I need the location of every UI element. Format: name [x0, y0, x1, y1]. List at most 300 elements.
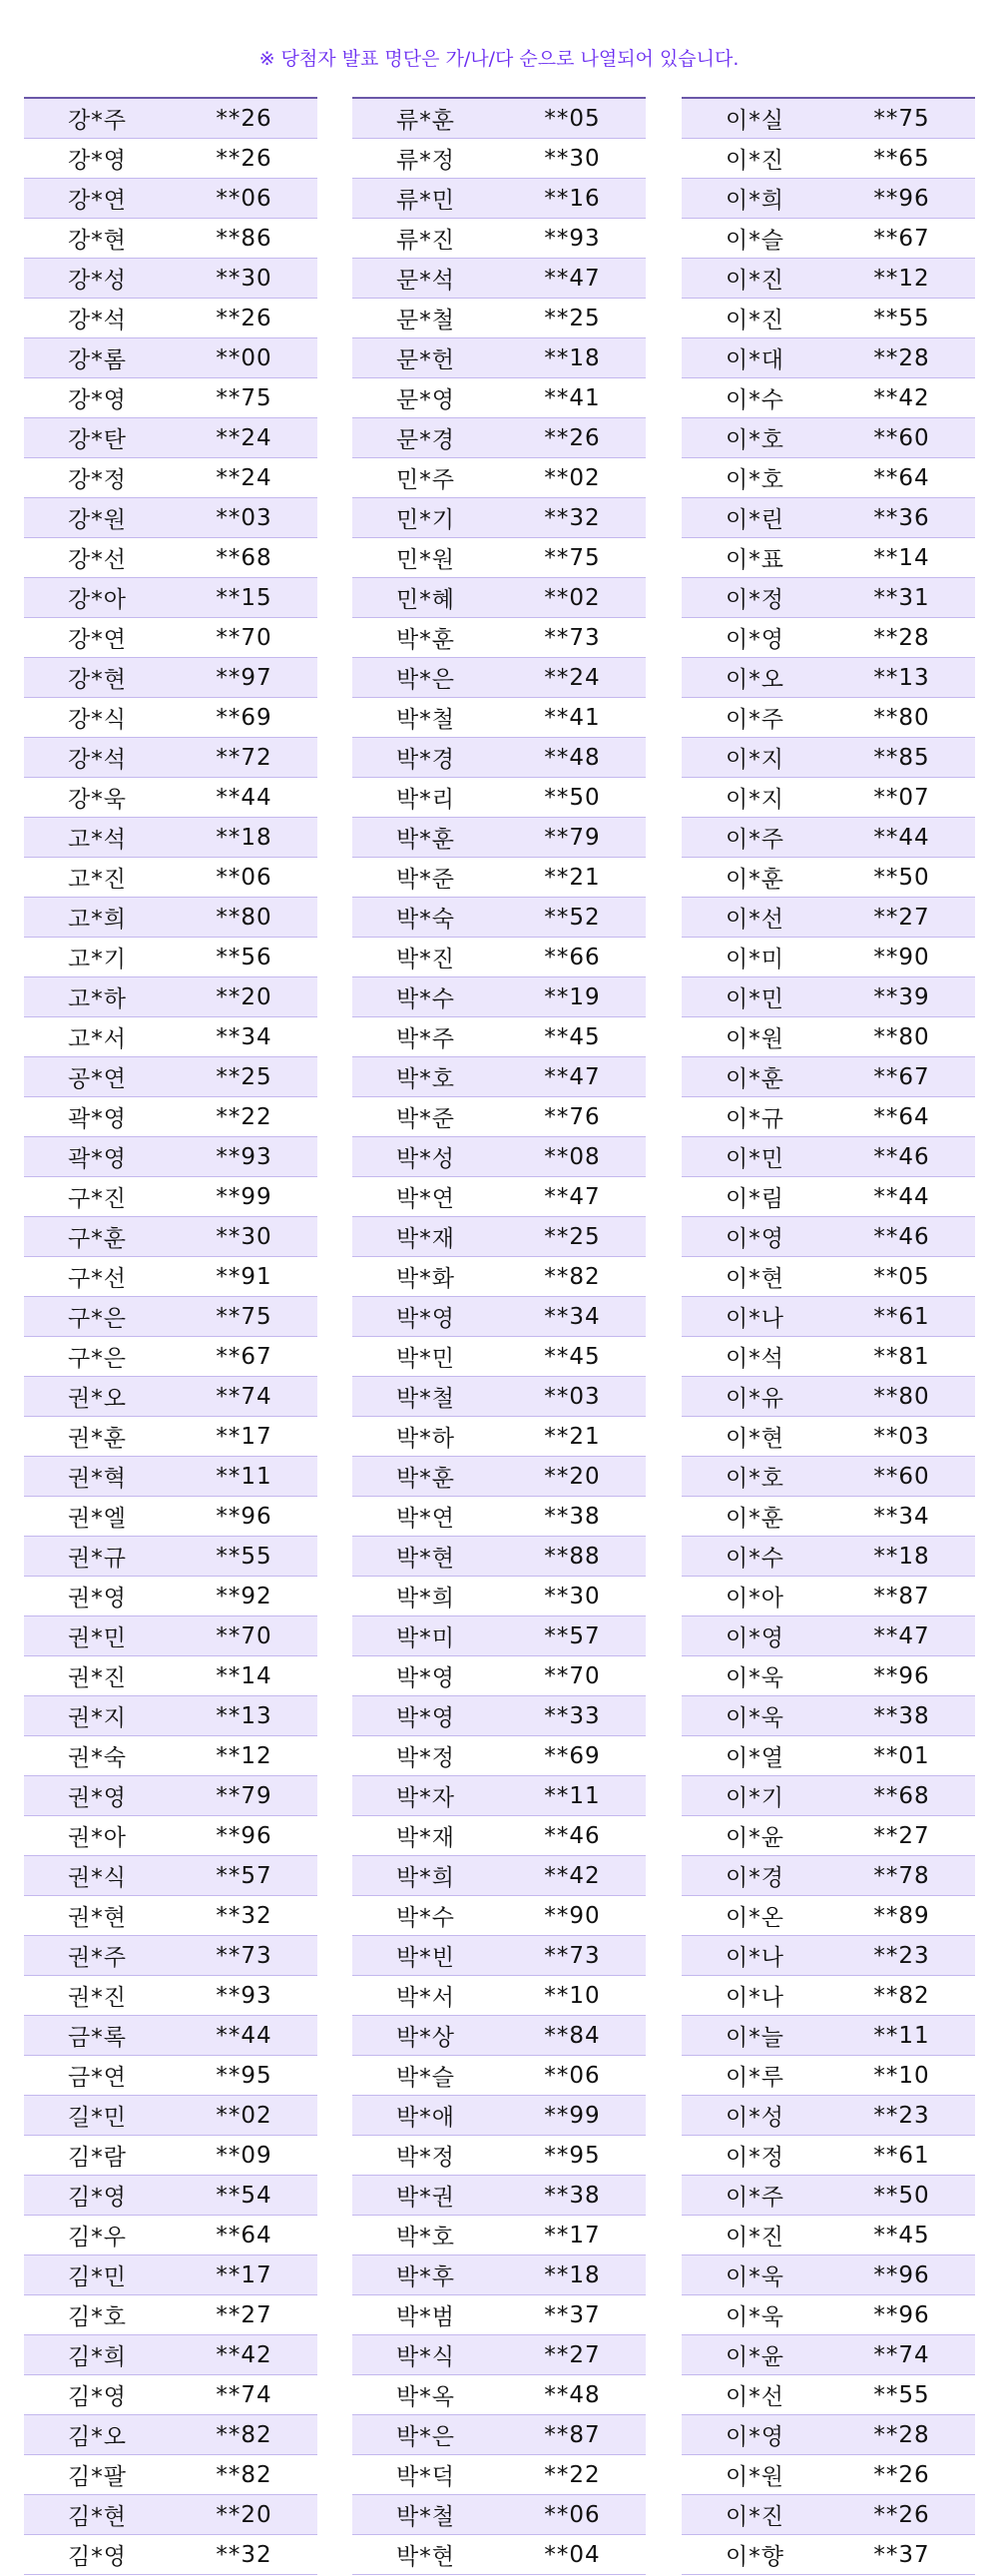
winner-name: 구*은 [68, 1306, 127, 1332]
winner-row [352, 618, 646, 658]
winner-phone-suffix: **33 [544, 1702, 601, 1729]
winner-row [352, 338, 646, 378]
winner-name: 김*민 [68, 2264, 127, 2290]
winner-name: 박*권 [396, 2185, 455, 2211]
winner-phone-suffix: **64 [216, 2222, 272, 2249]
winner-phone-suffix: **39 [873, 983, 930, 1010]
winner-phone-suffix: **80 [216, 904, 272, 931]
winner-name: 이*호 [726, 467, 784, 493]
winner-phone-suffix: **11 [544, 1782, 601, 1809]
winner-row [352, 2136, 646, 2176]
winner-row [24, 778, 317, 818]
winner-phone-suffix: **00 [216, 344, 272, 371]
winner-name: 고*서 [68, 1026, 127, 1052]
winner-row [24, 2096, 317, 2136]
winner-name: 권*숙 [68, 1745, 127, 1771]
winner-phone-suffix: **64 [873, 1103, 930, 1130]
winner-row [352, 977, 646, 1017]
winner-phone-suffix: **13 [873, 664, 930, 691]
winner-phone-suffix: **54 [216, 2182, 272, 2209]
winner-name: 이*루 [726, 2065, 784, 2091]
winner-phone-suffix: **75 [216, 384, 272, 411]
winner-row [352, 1217, 646, 1257]
winner-name: 이*훈 [726, 1066, 784, 1092]
winner-row [352, 458, 646, 498]
winner-phone-suffix: **06 [544, 2501, 601, 2528]
winner-phone-suffix: **16 [544, 185, 601, 212]
winner-phone-suffix: **74 [216, 1383, 272, 1410]
winner-name: 이*나 [726, 1945, 784, 1971]
winner-phone-suffix: **42 [544, 1862, 601, 1889]
winner-row [682, 1177, 975, 1217]
winner-row [682, 1017, 975, 1057]
winner-name: 박*슬 [396, 2065, 455, 2091]
winner-phone-suffix: **95 [544, 2142, 601, 2169]
winner-name: 류*민 [396, 188, 455, 214]
winner-name: 김*호 [68, 2304, 127, 2330]
winner-name: 이*수 [726, 387, 784, 413]
winner-phone-suffix: **55 [873, 2381, 930, 2408]
winner-name: 권*엘 [68, 1506, 127, 1532]
winner-row [24, 2016, 317, 2056]
winner-phone-suffix: **25 [216, 1063, 272, 1090]
winner-name: 이*진 [726, 2225, 784, 2251]
winner-name: 이*훈 [726, 867, 784, 893]
winner-name: 문*헌 [396, 347, 455, 373]
winner-phone-suffix: **30 [544, 1583, 601, 1610]
winner-phone-suffix: **57 [544, 1622, 601, 1649]
winner-phone-suffix: **69 [216, 704, 272, 731]
winner-phone-suffix: **47 [544, 1063, 601, 1090]
winner-row [352, 219, 646, 259]
winner-name: 고*하 [68, 986, 127, 1012]
winner-name: 민*원 [396, 547, 455, 573]
winner-name: 권*민 [68, 1625, 127, 1651]
winner-row [24, 898, 317, 938]
winner-phone-suffix: **13 [216, 1702, 272, 1729]
winner-name: 이*지 [726, 747, 784, 773]
winner-name: 박*은 [396, 2424, 455, 2450]
winner-name: 민*주 [396, 467, 455, 493]
winner-name: 김*람 [68, 2145, 127, 2171]
winner-name: 권*식 [68, 1865, 127, 1891]
winner-row [352, 1776, 646, 1816]
winner-row [682, 2375, 975, 2415]
winner-phone-suffix: **41 [544, 704, 601, 731]
winner-name: 강*석 [68, 747, 127, 773]
winner-name: 권*지 [68, 1705, 127, 1731]
winner-phone-suffix: **07 [873, 784, 930, 811]
winner-row [682, 1217, 975, 1257]
winner-row [24, 1017, 317, 1057]
winner-row [682, 1417, 975, 1457]
winner-name: 이*현 [726, 1266, 784, 1292]
winner-name: 이*희 [726, 188, 784, 214]
winner-phone-suffix: **68 [216, 544, 272, 571]
winner-phone-suffix: **50 [873, 864, 930, 891]
winner-name: 박*식 [396, 2344, 455, 2370]
winner-phone-suffix: **70 [216, 1622, 272, 1649]
winner-name: 이*주 [726, 707, 784, 733]
winner-phone-suffix: **90 [544, 1902, 601, 1929]
winner-name: 강*욱 [68, 787, 127, 813]
winner-name: 박*미 [396, 1625, 455, 1651]
winner-row [24, 1656, 317, 1696]
winner-row [682, 1656, 975, 1696]
winner-name: 박*하 [396, 1426, 455, 1452]
winner-phone-suffix: **05 [873, 1263, 930, 1290]
winner-name: 박*희 [396, 1865, 455, 1891]
winner-row [24, 1856, 317, 1896]
winner-row [682, 2535, 975, 2575]
winner-phone-suffix: **47 [873, 1622, 930, 1649]
winner-row [352, 1417, 646, 1457]
winner-name: 이*성 [726, 2105, 784, 2131]
winner-phone-suffix: **69 [544, 1742, 601, 1769]
winner-name: 박*옥 [396, 2384, 455, 2410]
winner-name: 이*미 [726, 947, 784, 972]
winner-row [352, 738, 646, 778]
winner-phone-suffix: **26 [544, 424, 601, 451]
winner-name: 박*진 [396, 947, 455, 972]
winner-phone-suffix: **27 [873, 904, 930, 931]
winner-name: 이*온 [726, 1905, 784, 1931]
winner-name: 이*석 [726, 1346, 784, 1372]
winner-phone-suffix: **73 [216, 1942, 272, 1969]
winner-row [682, 1776, 975, 1816]
winner-name: 길*민 [68, 2105, 127, 2131]
winner-name: 고*진 [68, 867, 127, 893]
winner-name: 이*욱 [726, 2264, 784, 2290]
winner-row [682, 1297, 975, 1337]
winner-row [682, 898, 975, 938]
winner-phone-suffix: **97 [216, 664, 272, 691]
winner-name: 이*윤 [726, 1825, 784, 1851]
winner-phone-suffix: **32 [216, 2541, 272, 2568]
winner-name: 박*현 [396, 2544, 455, 2570]
winner-name: 박*철 [396, 1386, 455, 1412]
winner-row [682, 219, 975, 259]
winner-row [24, 1776, 317, 1816]
winner-list-column-2 [352, 97, 646, 2575]
winner-row [352, 2295, 646, 2335]
winner-name: 권*훈 [68, 1426, 127, 1452]
winner-row [24, 1816, 317, 1856]
winner-name: 민*기 [396, 507, 455, 533]
winner-row [682, 259, 975, 299]
winner-phone-suffix: **93 [544, 225, 601, 252]
winner-name: 박*정 [396, 1745, 455, 1771]
winner-phone-suffix: **34 [873, 1503, 930, 1530]
winner-name: 이*실 [726, 108, 784, 134]
winner-row [352, 2335, 646, 2375]
winner-row [682, 458, 975, 498]
winner-phone-suffix: **47 [544, 265, 601, 292]
winner-phone-suffix: **27 [873, 1822, 930, 1849]
winner-list-column-3 [682, 97, 975, 2575]
winner-row [682, 1257, 975, 1297]
winner-phone-suffix: **31 [873, 584, 930, 611]
winner-row [352, 1057, 646, 1097]
winner-name: 문*석 [396, 268, 455, 294]
winner-row [682, 1936, 975, 1976]
winner-phone-suffix: **67 [873, 1063, 930, 1090]
winner-phone-suffix: **79 [544, 824, 601, 851]
winner-row [682, 818, 975, 858]
winner-row [352, 658, 646, 698]
winner-phone-suffix: **44 [216, 2022, 272, 2049]
winner-name: 고*석 [68, 827, 127, 853]
winner-row [682, 338, 975, 378]
winner-name: 김*현 [68, 2504, 127, 2530]
winner-row [352, 2216, 646, 2255]
winner-row [682, 1616, 975, 1656]
winner-phone-suffix: **96 [873, 1662, 930, 1689]
winner-row [682, 1457, 975, 1497]
winner-name: 박*리 [396, 787, 455, 813]
winner-row [352, 1896, 646, 1936]
winner-row [24, 299, 317, 338]
winner-phone-suffix: **27 [544, 2341, 601, 2368]
winner-row [682, 1976, 975, 2016]
winner-row [352, 938, 646, 977]
winner-phone-suffix: **89 [873, 1902, 930, 1929]
winner-name: 김*영 [68, 2544, 127, 2570]
winner-phone-suffix: **99 [216, 1183, 272, 1210]
winner-row [352, 1017, 646, 1057]
winner-row [352, 778, 646, 818]
winner-name: 권*혁 [68, 1466, 127, 1492]
winner-name: 박*애 [396, 2105, 455, 2131]
winner-name: 이*민 [726, 986, 784, 1012]
winners-notice: ※ 당첨자 발표 명단은 가/나/다 순으로 나열되어 있습니다. [258, 48, 740, 70]
winner-name: 금*연 [68, 2065, 127, 2091]
winner-name: 구*은 [68, 1346, 127, 1372]
winner-name: 이*진 [726, 268, 784, 294]
winner-phone-suffix: **37 [544, 2301, 601, 2328]
winner-name: 김*오 [68, 2424, 127, 2450]
winner-phone-suffix: **50 [873, 2182, 930, 2209]
winner-name: 강*석 [68, 308, 127, 333]
winner-name: 이*영 [726, 1625, 784, 1651]
winner-phone-suffix: **74 [216, 2381, 272, 2408]
winner-name: 이*수 [726, 1546, 784, 1572]
winner-name: 구*선 [68, 1266, 127, 1292]
winner-row [352, 179, 646, 219]
winner-list-column-1 [24, 97, 317, 2575]
winner-row [24, 977, 317, 1017]
winner-phone-suffix: **01 [873, 1742, 930, 1769]
winner-row [352, 898, 646, 938]
winner-phone-suffix: **55 [216, 1543, 272, 1570]
winner-row [24, 1257, 317, 1297]
winner-row [24, 2455, 317, 2495]
winner-name: 박*철 [396, 2504, 455, 2530]
winner-row [24, 698, 317, 738]
winner-phone-suffix: **36 [873, 504, 930, 531]
winner-phone-suffix: **82 [216, 2461, 272, 2488]
winner-row [24, 1497, 317, 1537]
winner-row [24, 1537, 317, 1577]
winner-name: 이*주 [726, 827, 784, 853]
winner-row [352, 698, 646, 738]
winner-row [352, 259, 646, 299]
winner-name: 류*훈 [396, 108, 455, 134]
winner-phone-suffix: **34 [216, 1023, 272, 1050]
winner-phone-suffix: **60 [873, 424, 930, 451]
winner-phone-suffix: **72 [216, 744, 272, 771]
winner-row [24, 1137, 317, 1177]
winner-row [352, 418, 646, 458]
winner-phone-suffix: **61 [873, 1303, 930, 1330]
winner-row [24, 1417, 317, 1457]
winner-name: 김*희 [68, 2344, 127, 2370]
winner-name: 이*오 [726, 667, 784, 693]
winner-name: 권*영 [68, 1785, 127, 1811]
winner-name: 박*연 [396, 1186, 455, 1212]
winner-row [24, 2176, 317, 2216]
winner-name: 이*린 [726, 507, 784, 533]
winner-name: 강*아 [68, 587, 127, 613]
winner-phone-suffix: **19 [544, 983, 601, 1010]
winner-phone-suffix: **18 [216, 824, 272, 851]
winner-row [24, 1457, 317, 1497]
winner-phone-suffix: **08 [544, 1143, 601, 1170]
winner-name: 박*훈 [396, 627, 455, 653]
winner-phone-suffix: **23 [873, 1942, 930, 1969]
winner-phone-suffix: **17 [544, 2222, 601, 2249]
winner-row [352, 2535, 646, 2575]
winner-phone-suffix: **18 [544, 2261, 601, 2288]
winner-row [682, 1816, 975, 1856]
winner-row [352, 1976, 646, 2016]
winner-row [352, 2455, 646, 2495]
winner-name: 이*표 [726, 547, 784, 573]
winner-row [682, 698, 975, 738]
winner-name: 이*현 [726, 1426, 784, 1452]
winner-phone-suffix: **48 [544, 744, 601, 771]
winner-name: 이*경 [726, 1865, 784, 1891]
winner-name: 이*선 [726, 907, 784, 933]
winner-row [682, 99, 975, 139]
winner-row [24, 259, 317, 299]
winner-name: 박*현 [396, 1546, 455, 1572]
winner-phone-suffix: **47 [544, 1183, 601, 1210]
winner-phone-suffix: **02 [216, 2102, 272, 2129]
winner-phone-suffix: **20 [216, 2501, 272, 2528]
winner-row [352, 1337, 646, 1377]
winner-row [352, 2375, 646, 2415]
winner-phone-suffix: **17 [216, 2261, 272, 2288]
winner-row [24, 1217, 317, 1257]
winner-phone-suffix: **60 [873, 1463, 930, 1490]
winner-row [682, 1337, 975, 1377]
winner-phone-suffix: **95 [216, 2062, 272, 2089]
winner-row [682, 1736, 975, 1776]
winner-name: 박*재 [396, 1226, 455, 1252]
winner-name: 강*정 [68, 467, 127, 493]
winner-row [24, 2216, 317, 2255]
winner-row [352, 498, 646, 538]
winner-phone-suffix: **96 [873, 2301, 930, 2328]
winner-name: 박*영 [396, 1306, 455, 1332]
winner-name: 이*지 [726, 787, 784, 813]
winner-row [352, 578, 646, 618]
winner-phone-suffix: **79 [216, 1782, 272, 1809]
winner-phone-suffix: **52 [544, 904, 601, 931]
winner-name: 박*화 [396, 1266, 455, 1292]
winner-phone-suffix: **44 [216, 784, 272, 811]
winner-row [682, 2255, 975, 2295]
winner-name: 이*림 [726, 1186, 784, 1212]
winner-row [352, 1656, 646, 1696]
winner-name: 강*현 [68, 667, 127, 693]
winner-row [682, 778, 975, 818]
winner-phone-suffix: **23 [873, 2102, 930, 2129]
winner-phone-suffix: **04 [544, 2541, 601, 2568]
winner-row [682, 2455, 975, 2495]
winner-row [352, 2176, 646, 2216]
winner-row [682, 2136, 975, 2176]
winner-name: 이*욱 [726, 1705, 784, 1731]
winner-row [352, 1257, 646, 1297]
winner-row [682, 299, 975, 338]
winner-row [682, 378, 975, 418]
winner-row [682, 1856, 975, 1896]
winner-row [352, 818, 646, 858]
winner-phone-suffix: **18 [544, 344, 601, 371]
winner-name: 강*연 [68, 188, 127, 214]
winner-name: 강*영 [68, 387, 127, 413]
winner-name: 권*오 [68, 1386, 127, 1412]
winner-name: 박*재 [396, 1825, 455, 1851]
winner-row [682, 1696, 975, 1736]
winner-phone-suffix: **80 [873, 1383, 930, 1410]
winner-name: 이*기 [726, 1785, 784, 1811]
winner-name: 류*진 [396, 228, 455, 254]
winner-row [352, 1497, 646, 1537]
winner-name: 권*주 [68, 1945, 127, 1971]
winner-phone-suffix: **96 [873, 2261, 930, 2288]
winner-phone-suffix: **75 [544, 544, 601, 571]
winner-name: 박*후 [396, 2264, 455, 2290]
winner-name: 구*진 [68, 1186, 127, 1212]
winner-phone-suffix: **24 [216, 424, 272, 451]
winner-name: 강*롬 [68, 347, 127, 373]
winner-name: 이*영 [726, 1226, 784, 1252]
winner-name: 박*서 [396, 1985, 455, 2011]
winner-row [24, 458, 317, 498]
winner-name: 이*정 [726, 2145, 784, 2171]
winner-phone-suffix: **70 [216, 624, 272, 651]
winner-phone-suffix: **21 [544, 1423, 601, 1450]
winner-row [682, 2016, 975, 2056]
winner-name: 박*수 [396, 1905, 455, 1931]
winner-row [24, 1377, 317, 1417]
winner-row [352, 858, 646, 898]
winner-phone-suffix: **24 [216, 464, 272, 491]
winner-row [352, 538, 646, 578]
winner-phone-suffix: **12 [216, 1742, 272, 1769]
winner-name: 이*유 [726, 1386, 784, 1412]
winner-name: 이*진 [726, 308, 784, 333]
winner-phone-suffix: **38 [873, 1702, 930, 1729]
winner-name: 박*훈 [396, 1466, 455, 1492]
winner-row [24, 738, 317, 778]
winner-row [682, 618, 975, 658]
winner-name: 박*희 [396, 1586, 455, 1611]
winner-name: 이*규 [726, 1106, 784, 1132]
